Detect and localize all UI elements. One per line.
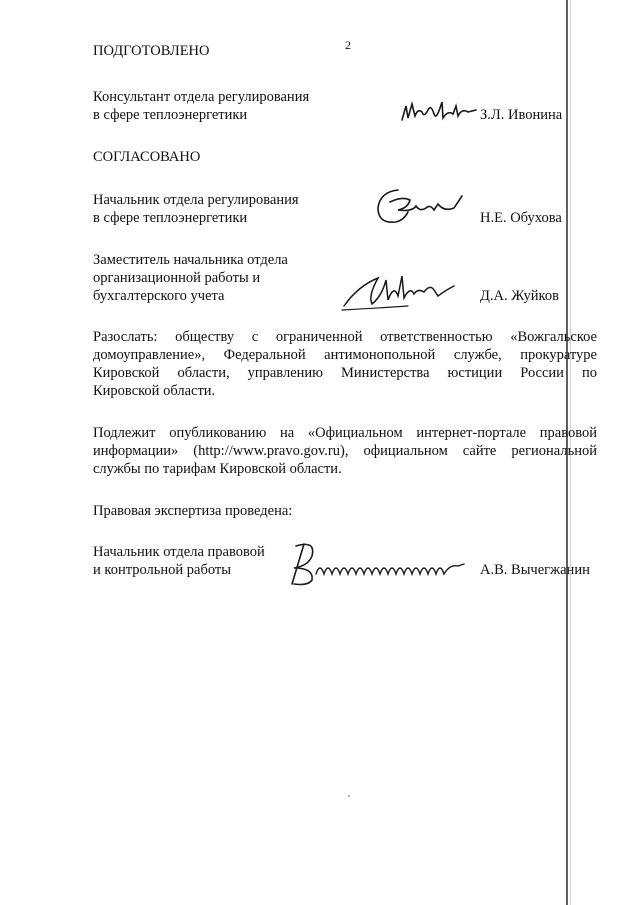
- publication-line: Подлежит опубликованию на «Официальном интернет-портале правовой: [93, 425, 597, 441]
- prepared-heading: ПОДГОТОВЛЕНО: [93, 43, 210, 59]
- signature-obukhova: [368, 182, 468, 230]
- position-line: организационной работы и: [93, 270, 261, 286]
- legal-position: [93, 543, 265, 579]
- signer-name: Д.А. Жуйков: [480, 288, 559, 304]
- page-number: 2: [345, 38, 351, 52]
- position-line: и контрольной работы: [93, 562, 231, 578]
- position-line: Заместитель начальника отдела: [93, 252, 288, 268]
- position-line: Начальник отдела правовой: [93, 544, 265, 560]
- scan-speck: [348, 795, 350, 797]
- signer-name: А.В. Вычегжанин: [480, 562, 590, 578]
- signer-name: Н.Е. Обухова: [480, 210, 562, 226]
- signer-2-position: [93, 251, 288, 305]
- position-line: бухгалтерского учета: [93, 288, 225, 304]
- signer-1-position: [93, 191, 299, 227]
- agreed-heading: СОГЛАСОВАНО: [93, 149, 201, 165]
- distribution-paragraph: [93, 328, 597, 400]
- publication-paragraph: [93, 424, 597, 478]
- prepared-position: [93, 88, 309, 124]
- publication-line: службы по тарифам Кировской области.: [93, 461, 342, 477]
- distribution-line: Кировской области.: [93, 383, 216, 399]
- distribution-line: Разослать: обществу с ограниченной ответственностью «Вожгальское: [93, 329, 597, 345]
- legal-review-text: Правовая экспертиза проведена:: [93, 503, 293, 519]
- position-line: в сфере теплоэнергетики: [93, 210, 248, 226]
- signature-vychegzhanin: [282, 538, 468, 590]
- position-line: Начальник отдела регулирования: [93, 192, 299, 208]
- signer-name: З.Л. Ивонина: [480, 107, 563, 123]
- signature-zhuykov: [338, 266, 460, 316]
- distribution-line: домоуправление», Федеральной антимонопольной службе, прокуратуре: [93, 347, 597, 363]
- signature-ivonina: [398, 96, 480, 126]
- distribution-line: Кировской области, управлению Министерства юстиции России по: [93, 365, 597, 381]
- position-line: Консультант отдела регулирования: [93, 89, 310, 105]
- publication-line: информации» (http://www.pravo.gov.ru), официальном сайте региональной: [93, 443, 597, 459]
- position-line: в сфере теплоэнергетики: [93, 107, 248, 123]
